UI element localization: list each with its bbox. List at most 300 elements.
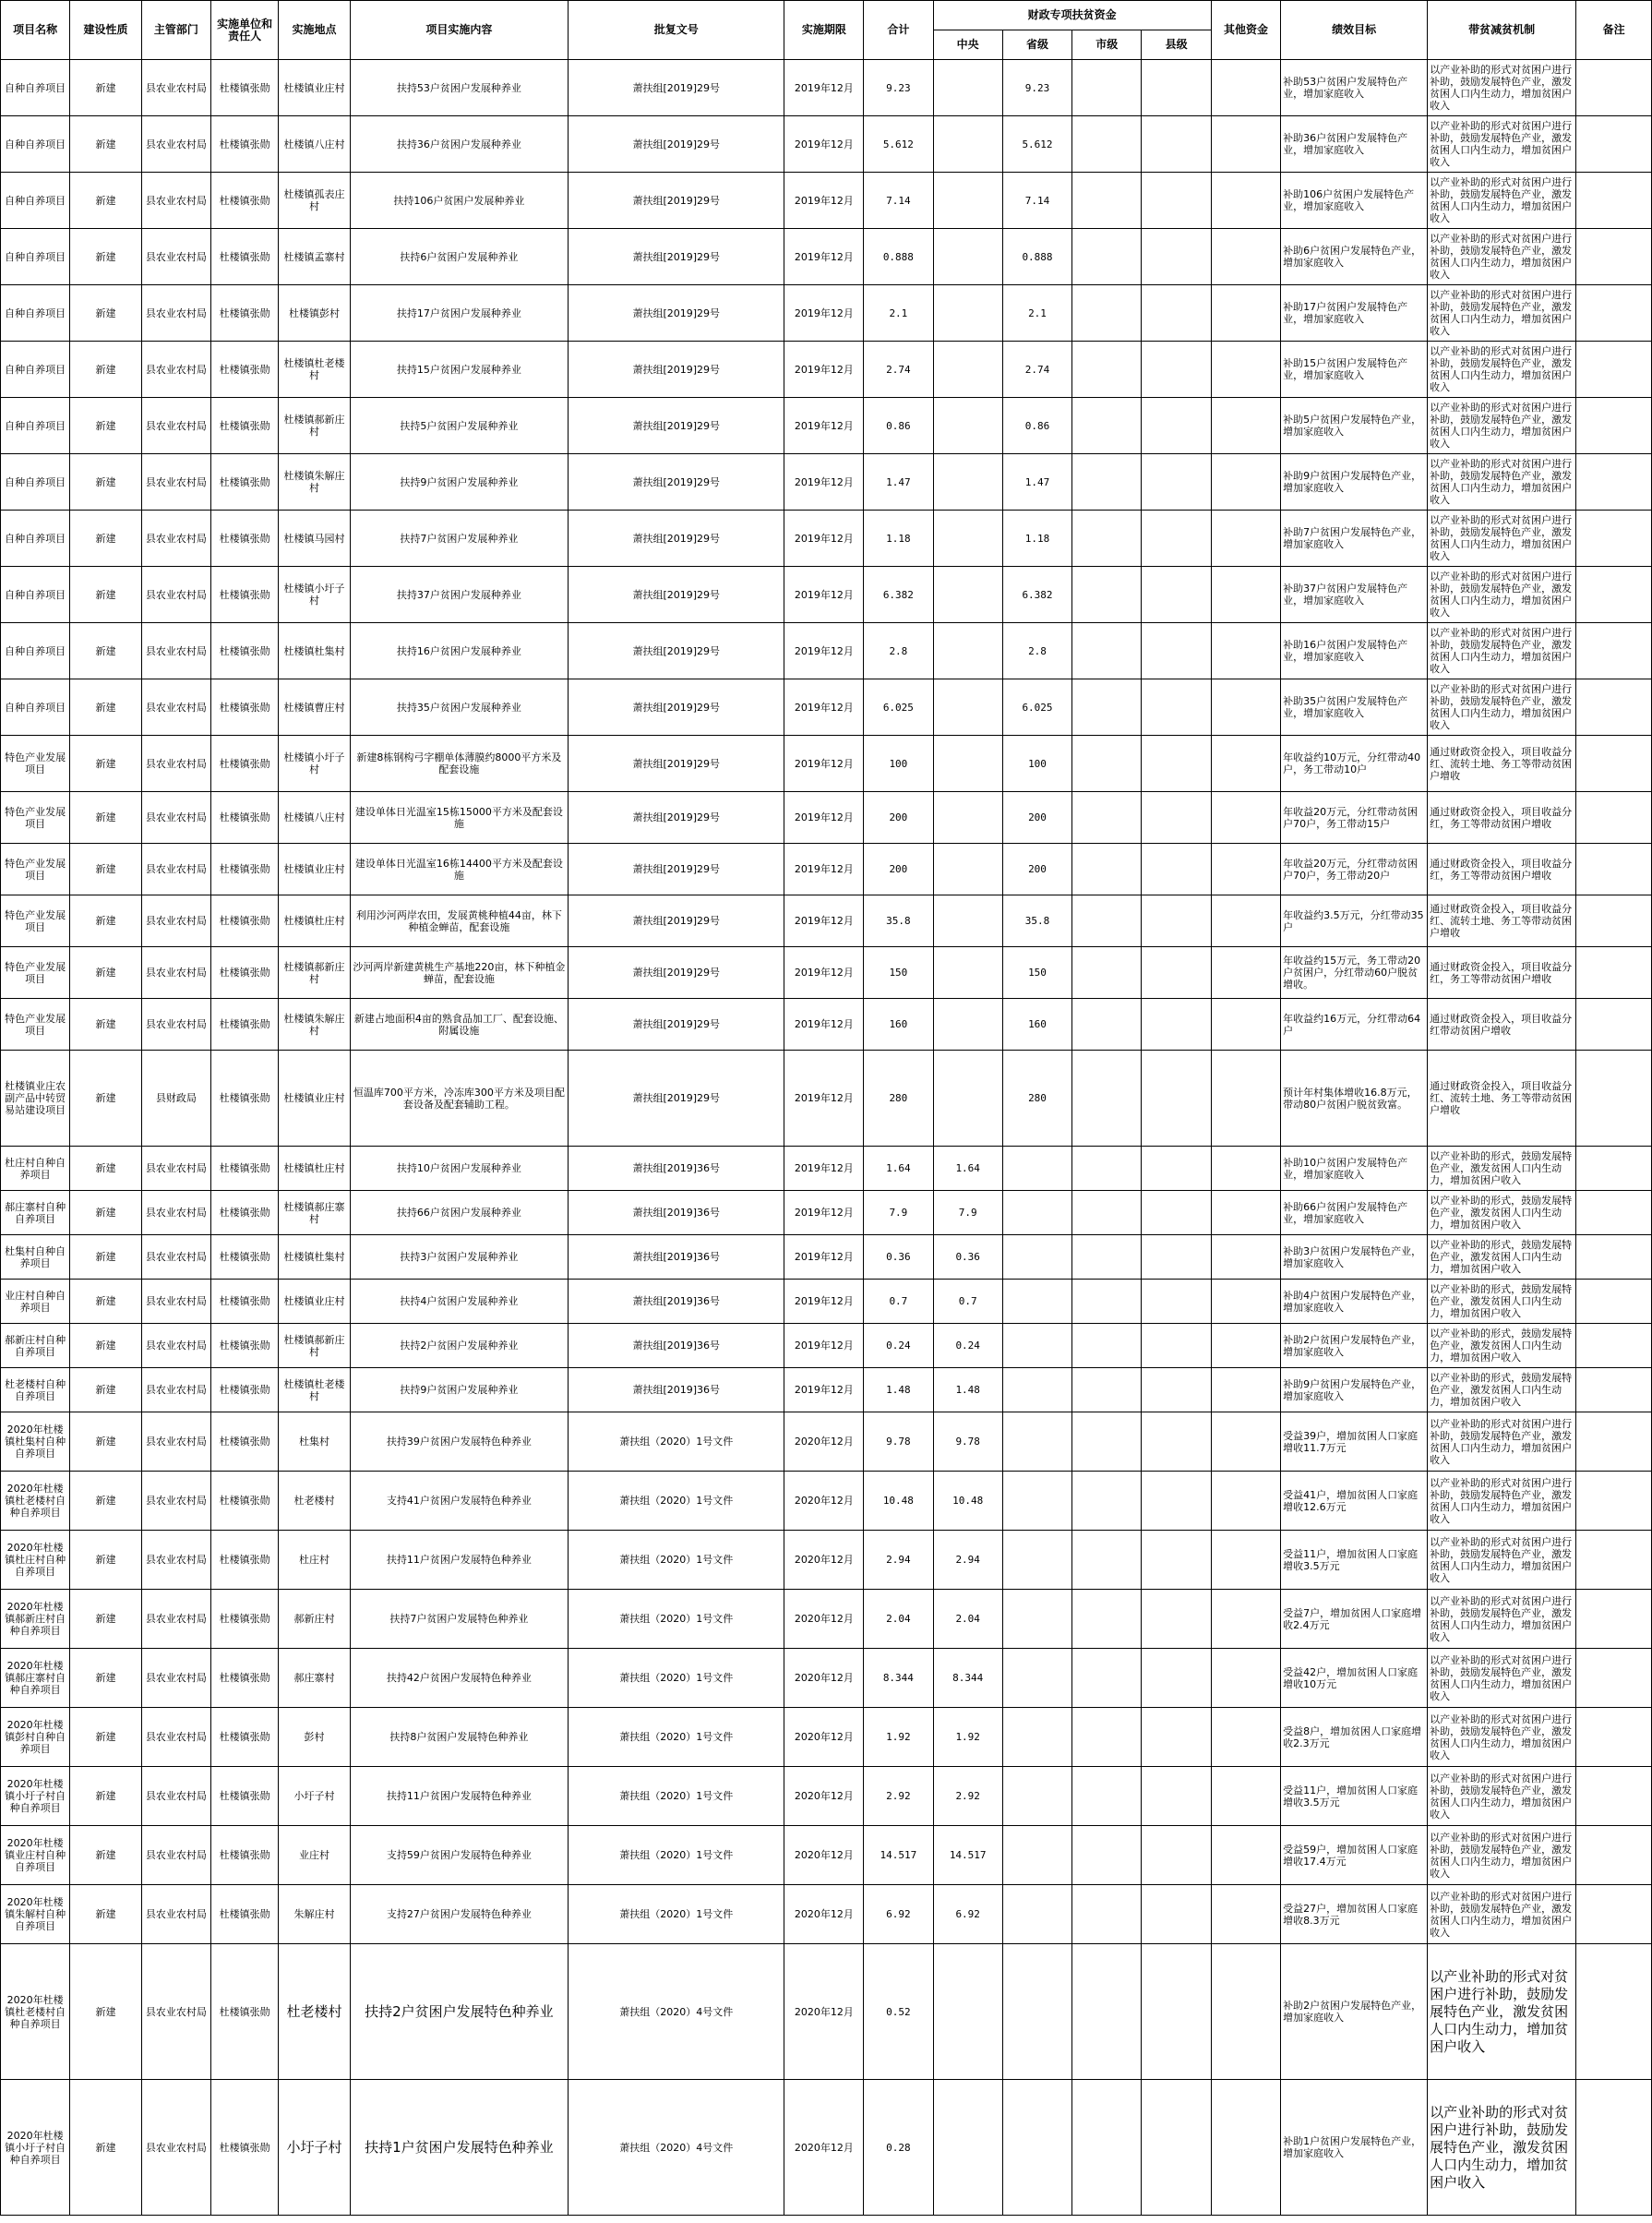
cell-name: 杜楼镇业庄农副产品中转贸易站建设项目 — [1, 1051, 70, 1147]
cell-other — [1211, 792, 1280, 844]
cell-county — [1142, 1472, 1211, 1531]
cell-city — [1072, 342, 1142, 398]
cell-goal: 补助4户贫困户发展特色产业，增加家庭收入 — [1281, 1280, 1428, 1324]
cell-name: 杜庄村自种自养项目 — [1, 1147, 70, 1191]
table-row — [1, 844, 1652, 895]
cell-mech: 以产业补助的形式对贫困户进行补助，鼓励发展特色产业，激发贫困人口内生动力，增加贫困户收入 — [1428, 1767, 1576, 1826]
cell-other — [1211, 1412, 1280, 1472]
cell-central — [933, 947, 1002, 999]
cell-total: 0.28 — [864, 2080, 933, 2216]
cell-dept: 县农业农村局 — [141, 229, 210, 285]
cell-unit: 杜楼镇张勋 — [211, 229, 279, 285]
cell-province — [1002, 1649, 1071, 1708]
cell-unit: 杜楼镇张勋 — [211, 1280, 279, 1324]
cell-county — [1142, 398, 1211, 454]
cell-mech: 以产业补助的形式，鼓励发展特色产业，激发贫困人口内生动力，增加贫困户收入 — [1428, 1147, 1576, 1191]
cell-note — [1576, 1590, 1652, 1649]
table-row — [1, 567, 1652, 623]
cell-goal: 补助6户贫困户发展特色产业，增加家庭收入 — [1281, 229, 1428, 285]
cell-unit: 杜楼镇张勋 — [211, 1235, 279, 1280]
cell-site: 杜楼镇彭村 — [279, 285, 350, 342]
cell-province: 1.18 — [1002, 511, 1071, 567]
cell-unit: 杜楼镇张勋 — [211, 1051, 279, 1147]
cell-period: 2019年12月 — [784, 398, 864, 454]
cell-nature: 新建 — [70, 1708, 141, 1767]
cell-dept: 县农业农村局 — [141, 1235, 210, 1280]
cell-province: 200 — [1002, 844, 1071, 895]
cell-site: 杜楼镇杜老楼村 — [279, 1368, 350, 1412]
cell-mech: 以产业补助的形式对贫困户进行补助，鼓励发展特色产业，激发贫困人口内生动力，增加贫困户收入 — [1428, 173, 1576, 229]
cell-province — [1002, 1368, 1071, 1412]
cell-site: 杜老楼村 — [279, 1944, 350, 2080]
cell-total: 160 — [864, 999, 933, 1051]
cell-goal: 受益8户，增加贫困人口家庭增收2.3万元 — [1281, 1708, 1428, 1767]
table-row — [1, 1767, 1652, 1826]
cell-central: 0.24 — [933, 1324, 1002, 1368]
cell-goal: 年收益20万元，分红带动贫困户70户，务工带动15户 — [1281, 792, 1428, 844]
cell-note — [1576, 844, 1652, 895]
cell-dept: 县农业农村局 — [141, 1412, 210, 1472]
cell-county — [1142, 1944, 1211, 2080]
cell-province: 160 — [1002, 999, 1071, 1051]
cell-note — [1576, 1368, 1652, 1412]
cell-other — [1211, 1280, 1280, 1324]
cell-goal: 补助106户贫困户发展特色产业，增加家庭收入 — [1281, 173, 1428, 229]
cell-period: 2020年12月 — [784, 1590, 864, 1649]
cell-city — [1072, 511, 1142, 567]
cell-mech: 以产业补助的形式对贫困户进行补助，鼓励发展特色产业，激发贫困人口内生动力，增加贫困户收入 — [1428, 679, 1576, 736]
cell-unit: 杜楼镇张勋 — [211, 792, 279, 844]
cell-mech: 以产业补助的形式对贫困户进行补助，鼓励发展特色产业，激发贫困人口内生动力，增加贫困户收入 — [1428, 398, 1576, 454]
cell-nature: 新建 — [70, 60, 141, 116]
cell-nature: 新建 — [70, 844, 141, 895]
header-province: 省级 — [1002, 30, 1071, 60]
cell-county — [1142, 895, 1211, 947]
cell-dept: 县农业农村局 — [141, 1324, 210, 1368]
cell-other — [1211, 1368, 1280, 1412]
cell-content: 扶持10户贫困户发展种养业 — [350, 1147, 568, 1191]
cell-nature: 新建 — [70, 792, 141, 844]
cell-period: 2019年12月 — [784, 947, 864, 999]
cell-central: 6.92 — [933, 1885, 1002, 1944]
cell-goal: 补助66户贫困户发展特色产业，增加家庭收入 — [1281, 1191, 1428, 1235]
cell-site: 小圩子村 — [279, 2080, 350, 2216]
table-row — [1, 1826, 1652, 1885]
cell-central — [933, 173, 1002, 229]
cell-total: 2.94 — [864, 1531, 933, 1590]
cell-central — [933, 116, 1002, 173]
cell-name: 自种自养项目 — [1, 342, 70, 398]
cell-city — [1072, 1191, 1142, 1235]
cell-site: 杜庄村 — [279, 1531, 350, 1590]
cell-goal: 补助7户贫困户发展特色产业，增加家庭收入 — [1281, 511, 1428, 567]
cell-doc: 萧扶组[2019]29号 — [569, 623, 784, 679]
cell-doc: 萧扶组[2019]29号 — [569, 60, 784, 116]
cell-other — [1211, 679, 1280, 736]
cell-central: 8.344 — [933, 1649, 1002, 1708]
cell-mech: 以产业补助的形式，鼓励发展特色产业，激发贫困人口内生动力，增加贫困户收入 — [1428, 1191, 1576, 1235]
cell-city — [1072, 1590, 1142, 1649]
cell-central: 1.92 — [933, 1708, 1002, 1767]
cell-unit: 杜楼镇张勋 — [211, 454, 279, 511]
cell-central — [933, 398, 1002, 454]
cell-city — [1072, 285, 1142, 342]
cell-site: 杜楼镇业庄村 — [279, 1051, 350, 1147]
cell-province — [1002, 1412, 1071, 1472]
cell-site: 杜楼镇曹庄村 — [279, 679, 350, 736]
cell-note — [1576, 285, 1652, 342]
cell-nature: 新建 — [70, 1472, 141, 1531]
cell-total: 1.47 — [864, 454, 933, 511]
cell-city — [1072, 229, 1142, 285]
table-row — [1, 1191, 1652, 1235]
table-row — [1, 1280, 1652, 1324]
table-row — [1, 1531, 1652, 1590]
cell-content: 新建8栋钢构弓字棚单体薄膜约8000平方米及配套设施 — [350, 736, 568, 792]
cell-other — [1211, 1826, 1280, 1885]
cell-province: 2.1 — [1002, 285, 1071, 342]
cell-central: 9.78 — [933, 1412, 1002, 1472]
cell-name: 2020年杜楼镇杜老楼村自种自养项目 — [1, 1944, 70, 2080]
cell-city — [1072, 1649, 1142, 1708]
cell-name: 自种自养项目 — [1, 511, 70, 567]
cell-other — [1211, 844, 1280, 895]
table-row — [1, 947, 1652, 999]
cell-county — [1142, 1280, 1211, 1324]
cell-dept: 县农业农村局 — [141, 947, 210, 999]
cell-county — [1142, 947, 1211, 999]
cell-other — [1211, 947, 1280, 999]
cell-name: 特色产业发展项目 — [1, 895, 70, 947]
cell-content: 扶持2户贫困户发展特色种养业 — [350, 1944, 568, 2080]
cell-unit: 杜楼镇张勋 — [211, 1708, 279, 1767]
cell-site: 杜楼镇马园村 — [279, 511, 350, 567]
cell-goal: 补助17户贫困户发展特色产业，增加家庭收入 — [1281, 285, 1428, 342]
cell-province — [1002, 1590, 1071, 1649]
cell-period: 2019年12月 — [784, 1368, 864, 1412]
cell-nature: 新建 — [70, 342, 141, 398]
cell-central — [933, 792, 1002, 844]
cell-nature: 新建 — [70, 1590, 141, 1649]
cell-other — [1211, 116, 1280, 173]
cell-nature: 新建 — [70, 116, 141, 173]
cell-province: 7.14 — [1002, 173, 1071, 229]
cell-mech: 以产业补助的形式对贫困户进行补助，鼓励发展特色产业，激发贫困人口内生动力，增加贫困户收入 — [1428, 2080, 1576, 2216]
cell-nature: 新建 — [70, 1531, 141, 1590]
cell-nature: 新建 — [70, 398, 141, 454]
header-mech: 带贫减贫机制 — [1428, 1, 1576, 60]
cell-unit: 杜楼镇张勋 — [211, 1412, 279, 1472]
cell-goal: 补助5户贫困户发展特色产业，增加家庭收入 — [1281, 398, 1428, 454]
cell-nature: 新建 — [70, 2080, 141, 2216]
cell-doc: 萧扶组[2019]36号 — [569, 1280, 784, 1324]
cell-doc: 萧扶组（2020）1号文件 — [569, 1472, 784, 1531]
cell-unit: 杜楼镇张勋 — [211, 1472, 279, 1531]
cell-city — [1072, 173, 1142, 229]
cell-other — [1211, 285, 1280, 342]
cell-nature: 新建 — [70, 511, 141, 567]
cell-doc: 萧扶组[2019]29号 — [569, 454, 784, 511]
cell-doc: 萧扶组（2020）1号文件 — [569, 1649, 784, 1708]
cell-site: 杜楼镇郝新庄村 — [279, 947, 350, 999]
cell-content: 扶持15户贫困户发展种养业 — [350, 342, 568, 398]
cell-goal: 年收益约16万元，分红带动64户 — [1281, 999, 1428, 1051]
cell-nature: 新建 — [70, 679, 141, 736]
cell-note — [1576, 1767, 1652, 1826]
cell-mech: 通过财政资金投入，项目收益分红、流转土地、务工等带动贫困户增收 — [1428, 736, 1576, 792]
cell-total: 8.344 — [864, 1649, 933, 1708]
cell-central — [933, 844, 1002, 895]
table-row — [1, 792, 1652, 844]
cell-site: 杜集村 — [279, 1412, 350, 1472]
cell-name: 2020年杜楼镇小圩子村自种自养项目 — [1, 2080, 70, 2216]
cell-period: 2019年12月 — [784, 285, 864, 342]
cell-nature: 新建 — [70, 1944, 141, 2080]
cell-central — [933, 229, 1002, 285]
cell-dept: 县农业农村局 — [141, 2080, 210, 2216]
cell-period: 2019年12月 — [784, 567, 864, 623]
cell-period: 2019年12月 — [784, 1324, 864, 1368]
table-header — [1, 1, 1652, 60]
cell-dept: 县农业农村局 — [141, 1472, 210, 1531]
cell-site: 杜楼镇八庄村 — [279, 792, 350, 844]
cell-site: 杜楼镇郝庄寨村 — [279, 1191, 350, 1235]
cell-site: 杜楼镇朱解庄村 — [279, 999, 350, 1051]
header-central: 中央 — [933, 30, 1002, 60]
cell-content: 新建占地面积4亩的熟食品加工厂、配套设施、附属设施 — [350, 999, 568, 1051]
cell-period: 2020年12月 — [784, 1708, 864, 1767]
cell-other — [1211, 1531, 1280, 1590]
cell-dept: 县农业农村局 — [141, 895, 210, 947]
cell-name: 自种自养项目 — [1, 567, 70, 623]
cell-city — [1072, 947, 1142, 999]
cell-county — [1142, 229, 1211, 285]
cell-name: 2020年杜楼镇彭村自种自养项目 — [1, 1708, 70, 1767]
cell-goal: 补助36户贫困户发展特色产业，增加家庭收入 — [1281, 116, 1428, 173]
cell-goal: 受益11户，增加贫困人口家庭增收3.5万元 — [1281, 1767, 1428, 1826]
cell-name: 自种自养项目 — [1, 454, 70, 511]
cell-other — [1211, 1147, 1280, 1191]
cell-province — [1002, 1826, 1071, 1885]
cell-mech: 以产业补助的形式对贫困户进行补助，鼓励发展特色产业，激发贫困人口内生动力，增加贫困户收入 — [1428, 511, 1576, 567]
cell-other — [1211, 1885, 1280, 1944]
cell-name: 2020年杜楼镇郝庄寨村自种自养项目 — [1, 1649, 70, 1708]
cell-city — [1072, 2080, 1142, 2216]
cell-central — [933, 567, 1002, 623]
header-goal: 绩效目标 — [1281, 1, 1428, 60]
cell-city — [1072, 1885, 1142, 1944]
cell-central: 14.517 — [933, 1826, 1002, 1885]
table-body — [1, 60, 1652, 2216]
cell-site: 杜楼镇业庄村 — [279, 1280, 350, 1324]
cell-province — [1002, 1885, 1071, 1944]
cell-dept: 县农业农村局 — [141, 1649, 210, 1708]
cell-doc: 萧扶组[2019]29号 — [569, 116, 784, 173]
cell-unit: 杜楼镇张勋 — [211, 1885, 279, 1944]
cell-content: 扶持37户贫困户发展种养业 — [350, 567, 568, 623]
cell-central: 0.7 — [933, 1280, 1002, 1324]
cell-period: 2020年12月 — [784, 1472, 864, 1531]
cell-name: 自种自养项目 — [1, 229, 70, 285]
cell-total: 0.24 — [864, 1324, 933, 1368]
cell-county — [1142, 1590, 1211, 1649]
cell-mech: 以产业补助的形式对贫困户进行补助，鼓励发展特色产业，激发贫困人口内生动力，增加贫困户收入 — [1428, 229, 1576, 285]
cell-dept: 县农业农村局 — [141, 844, 210, 895]
cell-county — [1142, 1147, 1211, 1191]
cell-site: 郝庄寨村 — [279, 1649, 350, 1708]
cell-dept: 县农业农村局 — [141, 1147, 210, 1191]
cell-county — [1142, 1826, 1211, 1885]
cell-dept: 县农业农村局 — [141, 398, 210, 454]
cell-central — [933, 999, 1002, 1051]
cell-period: 2019年12月 — [784, 511, 864, 567]
cell-site: 杜楼镇小圩子村 — [279, 736, 350, 792]
cell-unit: 杜楼镇张勋 — [211, 567, 279, 623]
cell-city — [1072, 623, 1142, 679]
table-row — [1, 1368, 1652, 1412]
cell-total: 14.517 — [864, 1826, 933, 1885]
cell-doc: 萧扶组[2019]29号 — [569, 511, 784, 567]
cell-goal: 受益59户，增加贫困人口家庭增收17.4万元 — [1281, 1826, 1428, 1885]
cell-mech: 通过财政资金投入，项目收益分红，务工等带动贫困户增收 — [1428, 947, 1576, 999]
cell-other — [1211, 736, 1280, 792]
cell-other — [1211, 1051, 1280, 1147]
cell-doc: 萧扶组[2019]29号 — [569, 999, 784, 1051]
cell-note — [1576, 229, 1652, 285]
table-row — [1, 60, 1652, 116]
cell-mech: 以产业补助的形式对贫困户进行补助，鼓励发展特色产业，激发贫困人口内生动力，增加贫困户收入 — [1428, 1826, 1576, 1885]
cell-site: 彭村 — [279, 1708, 350, 1767]
cell-mech: 以产业补助的形式对贫困户进行补助，鼓励发展特色产业，激发贫困人口内生动力，增加贫困户收入 — [1428, 1944, 1576, 2080]
cell-central: 1.48 — [933, 1368, 1002, 1412]
cell-nature: 新建 — [70, 623, 141, 679]
cell-content: 扶持7户贫困户发展特色种养业 — [350, 1590, 568, 1649]
cell-unit: 杜楼镇张勋 — [211, 1826, 279, 1885]
cell-province: 5.612 — [1002, 116, 1071, 173]
cell-goal: 补助1户贫困户发展特色产业，增加家庭收入 — [1281, 2080, 1428, 2216]
cell-note — [1576, 567, 1652, 623]
cell-nature: 新建 — [70, 1649, 141, 1708]
cell-mech: 以产业补助的形式对贫困户进行补助，鼓励发展特色产业，激发贫困人口内生动力，增加贫困户收入 — [1428, 1649, 1576, 1708]
cell-period: 2019年12月 — [784, 844, 864, 895]
cell-site: 杜楼镇业庄村 — [279, 844, 350, 895]
cell-goal: 受益27户，增加贫困人口家庭增收8.3万元 — [1281, 1885, 1428, 1944]
cell-county — [1142, 999, 1211, 1051]
cell-other — [1211, 511, 1280, 567]
cell-county — [1142, 1531, 1211, 1590]
cell-total: 7.14 — [864, 173, 933, 229]
cell-unit: 杜楼镇张勋 — [211, 895, 279, 947]
cell-unit: 杜楼镇张勋 — [211, 1531, 279, 1590]
cell-period: 2020年12月 — [784, 1412, 864, 1472]
cell-city — [1072, 1051, 1142, 1147]
cell-dept: 县农业农村局 — [141, 454, 210, 511]
cell-doc: 萧扶组（2020）1号文件 — [569, 1531, 784, 1590]
cell-unit: 杜楼镇张勋 — [211, 1590, 279, 1649]
cell-central — [933, 1051, 1002, 1147]
cell-name: 2020年杜楼镇业庄村自种自养项目 — [1, 1826, 70, 1885]
cell-city — [1072, 1324, 1142, 1368]
cell-content: 扶持6户贫困户发展种养业 — [350, 229, 568, 285]
cell-mech: 以产业补助的形式对贫困户进行补助，鼓励发展特色产业，激发贫困人口内生动力，增加贫困户收入 — [1428, 1412, 1576, 1472]
cell-mech: 以产业补助的形式对贫困户进行补助，鼓励发展特色产业，激发贫困人口内生动力，增加贫困户收入 — [1428, 285, 1576, 342]
cell-central — [933, 454, 1002, 511]
cell-site: 杜楼镇孤表庄村 — [279, 173, 350, 229]
cell-unit: 杜楼镇张勋 — [211, 1767, 279, 1826]
cell-note — [1576, 1472, 1652, 1531]
cell-central — [933, 895, 1002, 947]
cell-name: 自种自养项目 — [1, 285, 70, 342]
cell-content: 扶持9户贫困户发展种养业 — [350, 1368, 568, 1412]
cell-central — [933, 1944, 1002, 2080]
cell-site: 杜楼镇杜老楼村 — [279, 342, 350, 398]
cell-note — [1576, 60, 1652, 116]
cell-note — [1576, 342, 1652, 398]
cell-site: 杜楼镇业庄村 — [279, 60, 350, 116]
cell-city — [1072, 999, 1142, 1051]
cell-city — [1072, 895, 1142, 947]
cell-content: 扶持2户贫困户发展种养业 — [350, 1324, 568, 1368]
cell-province: 100 — [1002, 736, 1071, 792]
cell-site: 杜楼镇杜集村 — [279, 623, 350, 679]
cell-doc: 萧扶组[2019]29号 — [569, 844, 784, 895]
cell-dept: 县农业农村局 — [141, 511, 210, 567]
cell-unit: 杜楼镇张勋 — [211, 1324, 279, 1368]
cell-county — [1142, 1767, 1211, 1826]
cell-unit: 杜楼镇张勋 — [211, 623, 279, 679]
cell-site: 业庄村 — [279, 1826, 350, 1885]
cell-doc: 萧扶组[2019]29号 — [569, 679, 784, 736]
cell-note — [1576, 1826, 1652, 1885]
cell-county — [1142, 567, 1211, 623]
cell-city — [1072, 1368, 1142, 1412]
cell-unit: 杜楼镇张勋 — [211, 511, 279, 567]
cell-doc: 萧扶组（2020）1号文件 — [569, 1412, 784, 1472]
header-unit: 实施单位和责任人 — [211, 1, 279, 60]
cell-period: 2020年12月 — [784, 1767, 864, 1826]
table-row — [1, 1649, 1652, 1708]
cell-total: 1.92 — [864, 1708, 933, 1767]
cell-city — [1072, 1280, 1142, 1324]
cell-note — [1576, 1944, 1652, 2080]
cell-note — [1576, 736, 1652, 792]
cell-period: 2020年12月 — [784, 1531, 864, 1590]
cell-province: 200 — [1002, 792, 1071, 844]
cell-central: 2.92 — [933, 1767, 1002, 1826]
header-content: 项目实施内容 — [350, 1, 568, 60]
cell-unit: 杜楼镇张勋 — [211, 1649, 279, 1708]
cell-central: 2.94 — [933, 1531, 1002, 1590]
table-row — [1, 623, 1652, 679]
cell-city — [1072, 1412, 1142, 1472]
cell-county — [1142, 844, 1211, 895]
cell-period: 2019年12月 — [784, 999, 864, 1051]
cell-nature: 新建 — [70, 285, 141, 342]
table-row — [1, 2080, 1652, 2216]
cell-central: 7.9 — [933, 1191, 1002, 1235]
cell-total: 100 — [864, 736, 933, 792]
cell-total: 9.23 — [864, 60, 933, 116]
cell-mech: 以产业补助的形式对贫困户进行补助，鼓励发展特色产业，激发贫困人口内生动力，增加贫困户收入 — [1428, 1708, 1576, 1767]
cell-period: 2020年12月 — [784, 2080, 864, 2216]
cell-dept: 县农业农村局 — [141, 1531, 210, 1590]
table-row — [1, 511, 1652, 567]
cell-unit: 杜楼镇张勋 — [211, 2080, 279, 2216]
cell-name: 2020年杜楼镇杜庄村自种自养项目 — [1, 1531, 70, 1590]
cell-city — [1072, 454, 1142, 511]
cell-name: 2020年杜楼镇小圩子村自种自养项目 — [1, 1767, 70, 1826]
cell-central — [933, 511, 1002, 567]
